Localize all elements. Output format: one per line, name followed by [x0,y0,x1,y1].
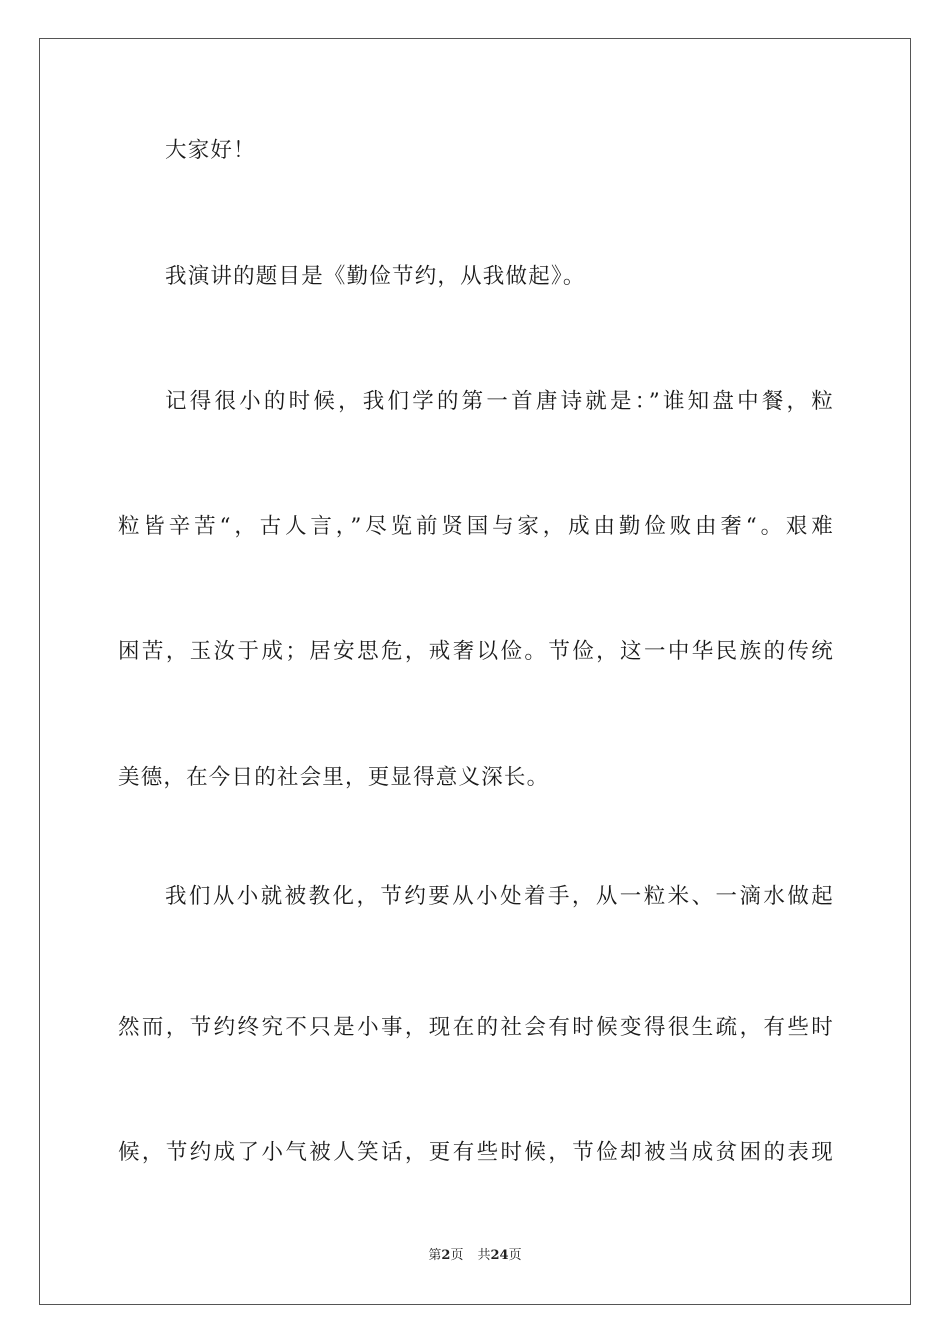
text-line: 粒皆辛苦“，古人言，”尽览前贤国与家，成由勤俭败由奢“。艰难 [118,514,834,539]
page-footer [0,1247,950,1265]
text-line-title: 我演讲的题目是《勤俭节约，从我做起》。 [165,264,586,289]
text-line: 我们从小就被教化，节约要从小处着手，从一粒米、一滴水做起 [165,884,834,909]
text-line: 记得很小的时候，我们学的第一首唐诗就是：”谁知盘中餐，粒 [165,389,834,414]
text-line: 候，节约成了小气被人笑话，更有些时候，节俭却被当成贫困的表现 [118,1140,834,1165]
page-frame [39,38,911,1305]
total-pages-label: 共24页 [477,1248,522,1263]
text-line-greeting: 大家好！ [165,138,256,163]
text-line: 困苦，玉汝于成；居安思危，戒奢以俭。节俭，这一中华民族的传统 [118,639,834,664]
page-number-label: 第2页 [428,1248,464,1263]
text-line: 美德，在今日的社会里，更显得意义深长。 [118,765,550,790]
text-line: 然而，节约终究不只是小事，现在的社会有时候变得很生疏，有些时 [118,1015,834,1040]
